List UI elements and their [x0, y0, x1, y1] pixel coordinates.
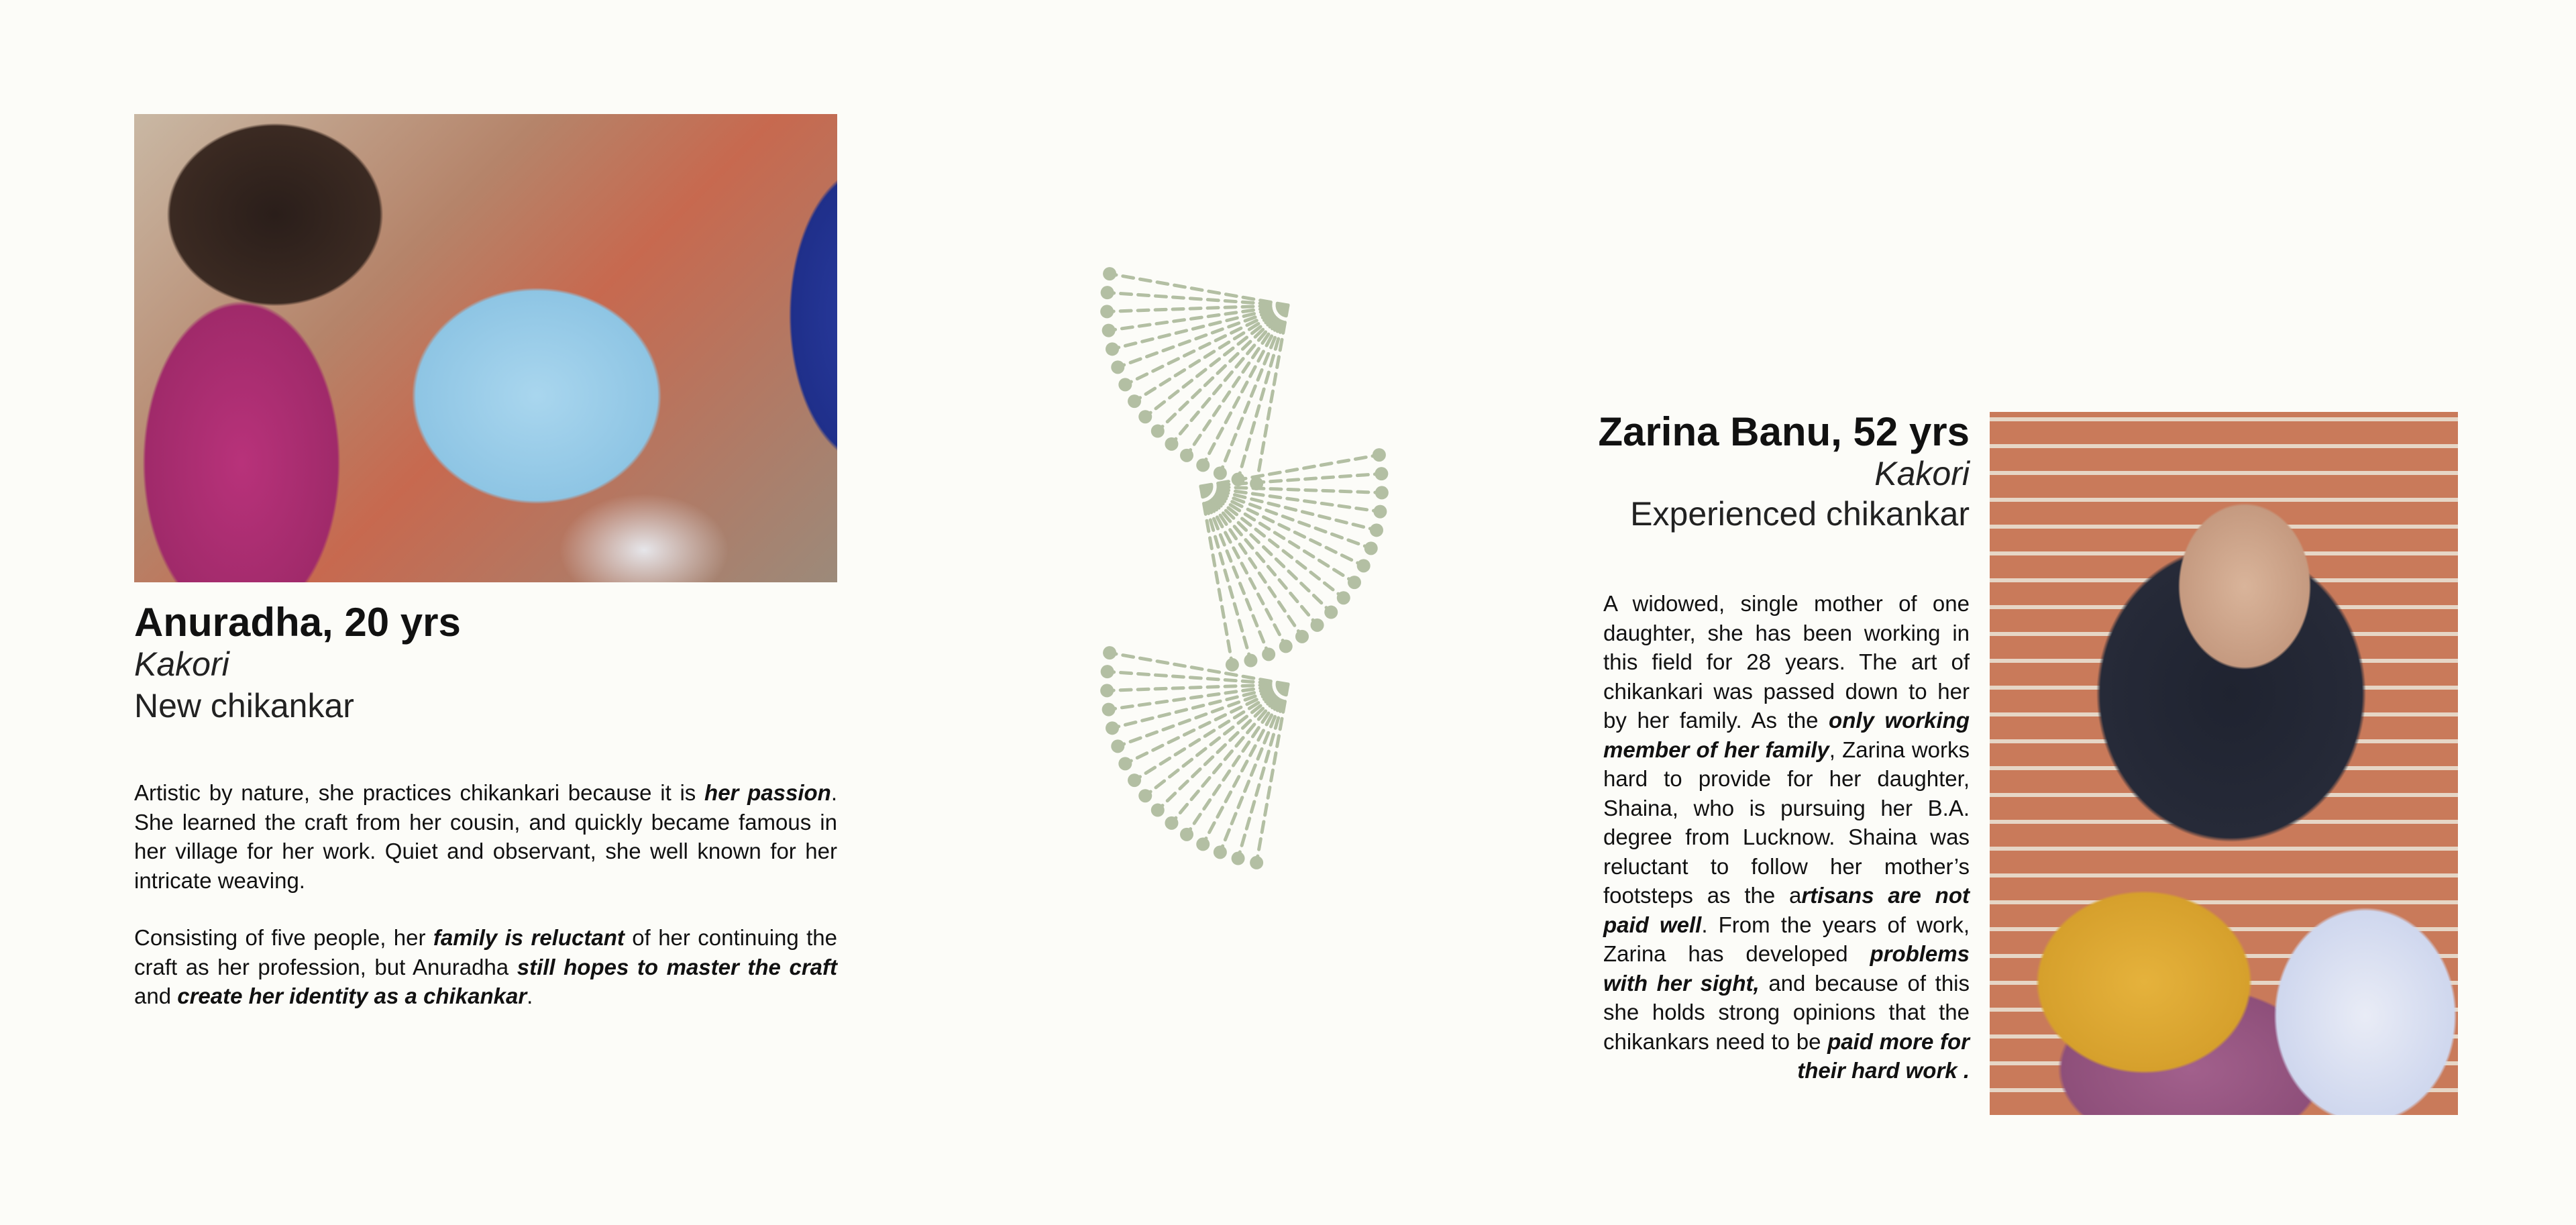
motif-dot — [1232, 852, 1245, 865]
motif-dot — [1295, 630, 1309, 643]
motif-dot — [1103, 646, 1116, 659]
anuradha-role: New chikankar — [134, 687, 354, 725]
motif-dot — [1106, 342, 1119, 356]
motif-dot — [1103, 267, 1116, 280]
motif-dot — [1111, 739, 1124, 753]
anuradha-photo — [134, 114, 837, 582]
motif-ray — [1125, 684, 1288, 763]
motif-dot — [1100, 305, 1114, 318]
motif-dot — [1101, 286, 1114, 299]
anuradha-name: Anuradha, 20 yrs — [134, 600, 461, 645]
motif-dot — [1165, 816, 1178, 830]
motif-dot — [1250, 856, 1263, 869]
motif-dot — [1102, 324, 1116, 337]
anuradha-paragraph-1 — [134, 778, 837, 895]
emphasis-run: her passion — [704, 780, 831, 805]
motif-ray — [1125, 305, 1288, 384]
motif-dot — [1196, 837, 1210, 851]
motif-dot — [1337, 591, 1350, 604]
motif-dot — [1373, 448, 1386, 462]
emphasis-run: only working member of her family — [1603, 708, 1970, 762]
motif-dot — [1151, 425, 1165, 438]
motif-dot — [1138, 410, 1152, 423]
motif-dot — [1180, 449, 1193, 462]
text-run: . From the years of work, Zarina has developed — [1603, 912, 1970, 966]
text-run: and — [134, 983, 178, 1008]
emphasis-run: create her identity as a chikankar — [177, 983, 527, 1008]
motif-dot — [1375, 467, 1388, 480]
motif-dot — [1102, 703, 1116, 716]
text-run: of her continuing the craft as her profession, but Anuradha — [134, 925, 837, 979]
motif-dot — [1100, 684, 1114, 697]
text-run: A widowed, single mother of one daughter, she has been working in this field for 28 years. The art of chikankari was passed down to her by her family. As the — [1603, 591, 1970, 733]
motif-dot — [1180, 828, 1193, 841]
emphasis-run: paid more for their hard work . — [1797, 1028, 1970, 1083]
motif-dot — [1375, 486, 1389, 499]
motif-dot — [1106, 721, 1119, 735]
emphasis-run: family is reluctant — [433, 925, 625, 950]
motif-dot — [1165, 437, 1178, 451]
motif-dot — [1128, 394, 1141, 408]
motif-dot — [1364, 541, 1378, 555]
motif-dot — [1244, 654, 1257, 668]
text-run: . She learned the craft from her cousin, and quickly became famous in her village for her work. Quiet and observant, she well known for her intricate weaving. — [134, 780, 837, 893]
motif-dot — [1196, 458, 1210, 472]
motif-dot — [1128, 774, 1141, 787]
motif-dot — [1118, 378, 1132, 391]
text-run: and because of this she holds strong opinions that the chikankars need to be — [1603, 970, 1970, 1054]
motif-dot — [1324, 606, 1338, 619]
anuradha-place: Kakori — [134, 645, 229, 683]
text-run: Artistic by nature, she practices chikankari because it is — [134, 780, 705, 805]
motif-dot — [1357, 559, 1371, 572]
zarina-name: Zarina Banu, 52 yrs — [1598, 409, 1970, 454]
motif-dot — [1311, 619, 1324, 632]
motif-dot — [1101, 665, 1114, 678]
motif-dot — [1111, 360, 1124, 374]
motif-dot — [1279, 639, 1293, 653]
text-run: . — [527, 983, 533, 1008]
motif-dot — [1226, 658, 1239, 672]
motif-dot — [1370, 523, 1383, 537]
motif-dot — [1373, 505, 1387, 519]
motif-dot — [1138, 789, 1152, 802]
emphasis-run: rtisans are not paid well — [1603, 883, 1970, 937]
motif-dot — [1348, 576, 1361, 589]
motif-dot — [1118, 757, 1132, 770]
text-run: Consisting of five people, her — [134, 925, 433, 950]
text-run: , Zarina works hard to provide for her daughter, Shaina, who is pursuing her B.A. degree from Lucknow. Shaina was reluctant to follow her mother’s footsteps as the a — [1603, 737, 1970, 908]
motif-ray — [1201, 486, 1364, 566]
anuradha-paragraph-2 — [134, 923, 837, 1011]
zarina-role: Experienced chikankar — [1630, 495, 1970, 533]
emphasis-run: problems with her sight, — [1603, 941, 1970, 996]
motif-dot — [1214, 466, 1227, 480]
zarina-place: Kakori — [1874, 455, 1970, 492]
zarina-photo — [1990, 412, 2458, 1115]
motif-dot — [1214, 845, 1227, 859]
zarina-paragraph — [1603, 589, 1970, 1085]
motif-dot — [1151, 804, 1165, 817]
emphasis-run: still hopes to master the craft — [517, 954, 837, 979]
chikan-fan-motif-icon — [1093, 248, 1402, 886]
motif-dot — [1262, 647, 1275, 661]
